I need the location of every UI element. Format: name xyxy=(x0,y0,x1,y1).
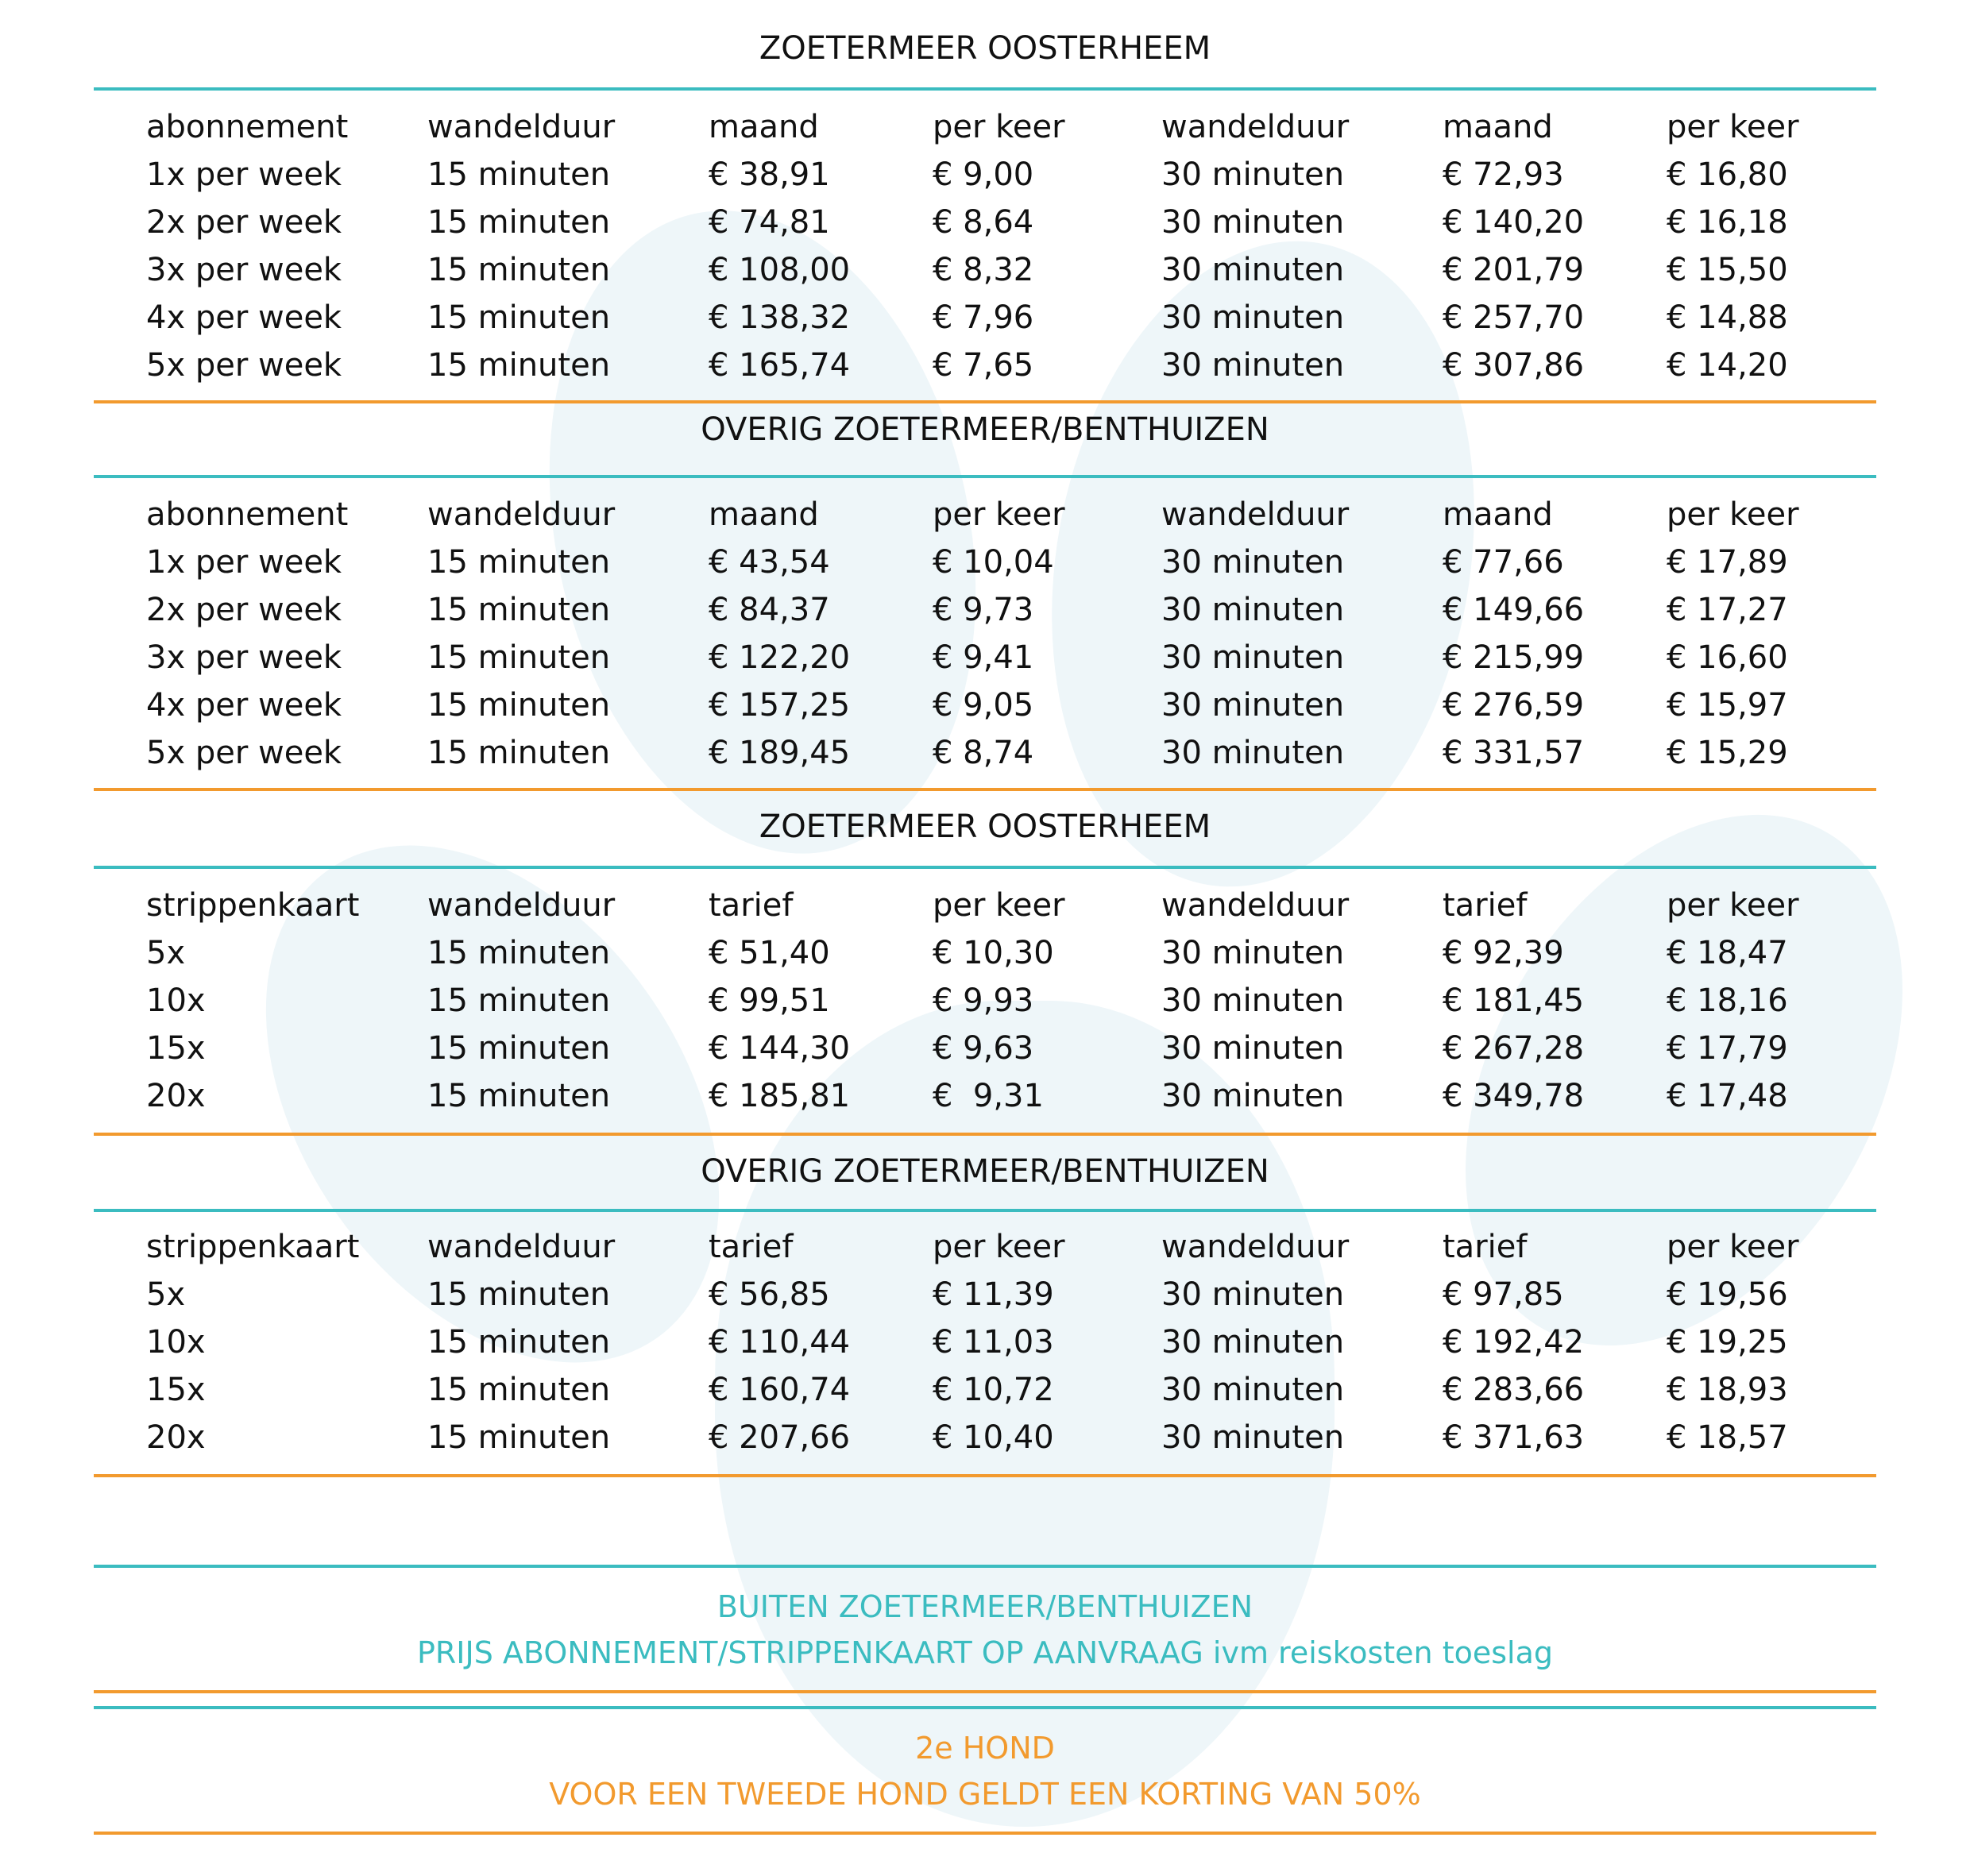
table-cell: € 18,93 xyxy=(1667,1372,1788,1408)
table-cell: € 201,79 xyxy=(1443,252,1585,288)
table-cell: € 349,78 xyxy=(1443,1078,1585,1114)
table-cell: € 77,66 xyxy=(1443,544,1564,581)
table-cell: € 17,79 xyxy=(1667,1030,1788,1067)
table-cell: 30 minuten xyxy=(1161,982,1345,1019)
column-header: wandelduur xyxy=(427,496,616,533)
table-cell: € 74,81 xyxy=(709,204,830,241)
divider xyxy=(94,400,1876,403)
table-cell: € 140,20 xyxy=(1443,204,1585,241)
table-cell: € 14,88 xyxy=(1667,299,1788,336)
table-cell: 15 minuten xyxy=(427,252,611,288)
table-cell: 1x per week xyxy=(146,544,342,581)
table-cell: € 149,66 xyxy=(1443,592,1585,628)
table-cell: € 9,93 xyxy=(933,982,1034,1019)
column-header: wandelduur xyxy=(1161,496,1350,533)
table-cell: 4x per week xyxy=(146,299,342,336)
table-cell: 15 minuten xyxy=(427,544,611,581)
table-cell: € 84,37 xyxy=(709,592,830,628)
table-cell: € 7,65 xyxy=(933,347,1034,384)
divider xyxy=(94,475,1876,478)
section-title: ZOETERMEER OOSTERHEEM xyxy=(759,30,1211,67)
table-cell: € 9,05 xyxy=(933,687,1034,724)
column-header: tarief xyxy=(1443,887,1528,924)
table-cell: € 17,48 xyxy=(1667,1078,1788,1114)
table-cell: 15 minuten xyxy=(427,1030,611,1067)
table-cell: € 10,04 xyxy=(933,544,1054,581)
note-text: PRIJS ABONNEMENT/STRIPPENKAART OP AANVRAAG ivm reiskosten toeslag xyxy=(416,1635,1553,1670)
table-cell: € 15,29 xyxy=(1667,735,1788,771)
section-title: OVERIG ZOETERMEER/BENTHUIZEN xyxy=(701,1153,1269,1190)
table-cell: € 17,89 xyxy=(1667,544,1788,581)
column-header: maand xyxy=(1443,496,1553,533)
table-cell: € 138,32 xyxy=(709,299,851,336)
column-header: wandelduur xyxy=(427,1229,616,1265)
table-cell: € 11,39 xyxy=(933,1276,1054,1313)
table-cell: 3x per week xyxy=(146,252,342,288)
table-cell: 15 minuten xyxy=(427,1276,611,1313)
table-cell: 15 minuten xyxy=(427,935,611,971)
table-cell: € 122,20 xyxy=(709,639,851,676)
table-cell: € 16,80 xyxy=(1667,156,1788,193)
column-header: tarief xyxy=(709,887,794,924)
column-header: per keer xyxy=(933,887,1065,924)
table-cell: € 331,57 xyxy=(1443,735,1585,771)
table-cell: 15 minuten xyxy=(427,735,611,771)
table-cell: 30 minuten xyxy=(1161,935,1345,971)
table-cell: € 38,91 xyxy=(709,156,830,193)
table-cell: 5x per week xyxy=(146,347,342,384)
section-title: OVERIG ZOETERMEER/BENTHUIZEN xyxy=(701,411,1269,448)
table-cell: 4x per week xyxy=(146,687,342,724)
table-cell: € 99,51 xyxy=(709,982,830,1019)
table-cell: 10x xyxy=(146,982,206,1019)
table-cell: € 10,30 xyxy=(933,935,1054,971)
divider xyxy=(94,1133,1876,1136)
table-cell: € 307,86 xyxy=(1443,347,1585,384)
table-cell: € 18,16 xyxy=(1667,982,1788,1019)
table-cell: 15 minuten xyxy=(427,1078,611,1114)
table-cell: 15x xyxy=(146,1372,206,1408)
table-cell: € 110,44 xyxy=(709,1324,851,1361)
divider xyxy=(94,1832,1876,1835)
table-cell: € 9,63 xyxy=(933,1030,1034,1067)
table-cell: 30 minuten xyxy=(1161,639,1345,676)
table-cell: € 160,74 xyxy=(709,1372,851,1408)
table-cell: € 17,27 xyxy=(1667,592,1788,628)
column-header: maand xyxy=(1443,109,1553,145)
table-cell: 30 minuten xyxy=(1161,156,1345,193)
table-cell: 30 minuten xyxy=(1161,735,1345,771)
column-header: abonnement xyxy=(146,109,349,145)
column-header: maand xyxy=(709,109,819,145)
note-text: VOOR EEN TWEEDE HOND GELDT EEN KORTING VAN 50% xyxy=(549,1777,1421,1812)
table-cell: 30 minuten xyxy=(1161,544,1345,581)
column-header: tarief xyxy=(1443,1229,1528,1265)
table-cell: 15 minuten xyxy=(427,592,611,628)
note-title: BUITEN ZOETERMEER/BENTHUIZEN xyxy=(717,1589,1253,1624)
column-header: per keer xyxy=(1667,496,1799,533)
table-cell: € 16,60 xyxy=(1667,639,1788,676)
divider xyxy=(94,788,1876,791)
table-cell: € 43,54 xyxy=(709,544,830,581)
table-cell: € 15,97 xyxy=(1667,687,1788,724)
table-cell: € 9,41 xyxy=(933,639,1034,676)
table-cell: 15x xyxy=(146,1030,206,1067)
table-cell: 30 minuten xyxy=(1161,347,1345,384)
column-header: abonnement xyxy=(146,496,349,533)
column-header: wandelduur xyxy=(427,109,616,145)
table-cell: 30 minuten xyxy=(1161,1419,1345,1456)
table-cell: 15 minuten xyxy=(427,687,611,724)
column-header: per keer xyxy=(1667,109,1799,145)
divider xyxy=(94,1474,1876,1477)
table-cell: € 207,66 xyxy=(709,1419,851,1456)
table-cell: € 56,85 xyxy=(709,1276,830,1313)
divider xyxy=(94,1565,1876,1568)
table-cell: € 18,57 xyxy=(1667,1419,1788,1456)
table-cell: € 189,45 xyxy=(709,735,851,771)
table-cell: € 9,73 xyxy=(933,592,1034,628)
table-cell: 15 minuten xyxy=(427,299,611,336)
table-cell: 15 minuten xyxy=(427,1324,611,1361)
column-header: maand xyxy=(709,496,819,533)
table-cell: 5x xyxy=(146,1276,186,1313)
table-cell: 15 minuten xyxy=(427,982,611,1019)
table-cell: 30 minuten xyxy=(1161,1276,1345,1313)
table-cell: 30 minuten xyxy=(1161,592,1345,628)
table-cell: € 11,03 xyxy=(933,1324,1054,1361)
column-header: wandelduur xyxy=(1161,109,1350,145)
divider xyxy=(94,866,1876,869)
table-cell: € 144,30 xyxy=(709,1030,851,1067)
section-title: ZOETERMEER OOSTERHEEM xyxy=(759,809,1211,845)
note-title: 2e HOND xyxy=(915,1731,1055,1766)
table-cell: € 19,56 xyxy=(1667,1276,1788,1313)
table-cell: € 97,85 xyxy=(1443,1276,1564,1313)
table-cell: € 18,47 xyxy=(1667,935,1788,971)
table-cell: € 257,70 xyxy=(1443,299,1585,336)
table-cell: € 15,50 xyxy=(1667,252,1788,288)
table-cell: 30 minuten xyxy=(1161,1324,1345,1361)
table-cell: 2x per week xyxy=(146,592,342,628)
column-header: per keer xyxy=(933,109,1065,145)
table-cell: € 8,32 xyxy=(933,252,1034,288)
table-cell: 3x per week xyxy=(146,639,342,676)
divider xyxy=(94,87,1876,91)
table-cell: € 165,74 xyxy=(709,347,851,384)
table-cell: 15 minuten xyxy=(427,1372,611,1408)
table-cell: € 10,40 xyxy=(933,1419,1054,1456)
table-cell: 30 minuten xyxy=(1161,204,1345,241)
table-cell: 15 minuten xyxy=(427,347,611,384)
table-cell: € 8,64 xyxy=(933,204,1034,241)
table-cell: 15 minuten xyxy=(427,204,611,241)
table-cell: € 19,25 xyxy=(1667,1324,1788,1361)
table-cell: € 10,72 xyxy=(933,1372,1054,1408)
column-header: per keer xyxy=(933,1229,1065,1265)
table-cell: € 9,31 xyxy=(933,1078,1044,1114)
table-cell: € 108,00 xyxy=(709,252,851,288)
column-header: wandelduur xyxy=(427,887,616,924)
table-cell: 30 minuten xyxy=(1161,1078,1345,1114)
table-cell: € 16,18 xyxy=(1667,204,1788,241)
column-header: per keer xyxy=(933,496,1065,533)
table-cell: 30 minuten xyxy=(1161,687,1345,724)
table-cell: € 192,42 xyxy=(1443,1324,1585,1361)
table-cell: € 276,59 xyxy=(1443,687,1585,724)
table-cell: € 283,66 xyxy=(1443,1372,1585,1408)
column-header: strippenkaart xyxy=(146,1229,360,1265)
table-cell: € 14,20 xyxy=(1667,347,1788,384)
table-cell: 10x xyxy=(146,1324,206,1361)
table-cell: € 72,93 xyxy=(1443,156,1564,193)
divider xyxy=(94,1209,1876,1212)
table-cell: € 9,00 xyxy=(933,156,1034,193)
divider xyxy=(94,1690,1876,1693)
column-header: per keer xyxy=(1667,887,1799,924)
table-cell: € 8,74 xyxy=(933,735,1034,771)
table-cell: € 92,39 xyxy=(1443,935,1564,971)
table-cell: 30 minuten xyxy=(1161,1372,1345,1408)
divider xyxy=(94,1706,1876,1709)
table-cell: € 215,99 xyxy=(1443,639,1585,676)
table-cell: € 267,28 xyxy=(1443,1030,1585,1067)
table-cell: € 51,40 xyxy=(709,935,830,971)
table-cell: 15 minuten xyxy=(427,156,611,193)
table-cell: 15 minuten xyxy=(427,639,611,676)
table-cell: € 185,81 xyxy=(709,1078,851,1114)
column-header: wandelduur xyxy=(1161,887,1350,924)
table-cell: € 7,96 xyxy=(933,299,1034,336)
table-cell: 2x per week xyxy=(146,204,342,241)
table-cell: 15 minuten xyxy=(427,1419,611,1456)
column-header: tarief xyxy=(709,1229,794,1265)
table-cell: € 371,63 xyxy=(1443,1419,1585,1456)
column-header: strippenkaart xyxy=(146,887,360,924)
table-cell: 1x per week xyxy=(146,156,342,193)
table-cell: € 157,25 xyxy=(709,687,851,724)
column-header: wandelduur xyxy=(1161,1229,1350,1265)
table-cell: 30 minuten xyxy=(1161,299,1345,336)
table-cell: 5x per week xyxy=(146,735,342,771)
table-cell: 30 minuten xyxy=(1161,1030,1345,1067)
column-header: per keer xyxy=(1667,1229,1799,1265)
table-cell: 30 minuten xyxy=(1161,252,1345,288)
table-cell: 20x xyxy=(146,1078,206,1114)
table-cell: € 181,45 xyxy=(1443,982,1585,1019)
table-cell: 5x xyxy=(146,935,186,971)
table-cell: 20x xyxy=(146,1419,206,1456)
